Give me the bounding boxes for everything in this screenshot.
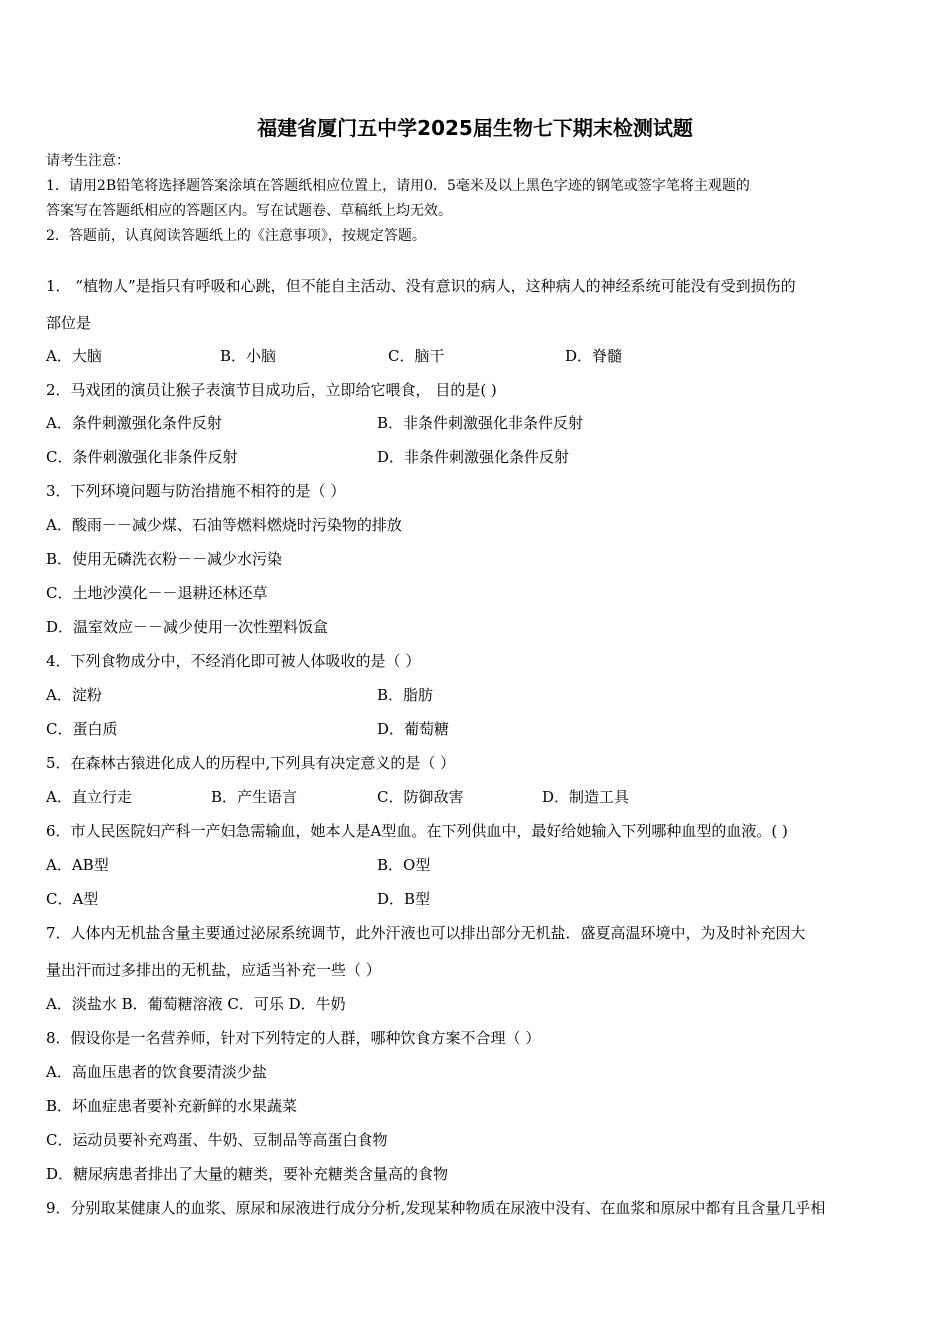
question-3-option-b: B．使用无磷洗衣粉－－减少水污染 xyxy=(46,550,283,568)
question-7-options: A．淡盐水 B．葡萄糖溶液 C．可乐 D．牛奶 xyxy=(46,995,346,1013)
question-4-stem: 4．下列食物成分中，不经消化即可被人体吸收的是（ ） xyxy=(46,652,421,670)
question-4-option-b: B．脂肪 xyxy=(377,686,434,704)
question-6-option-d: D．B型 xyxy=(377,890,431,908)
question-6-option-a: A．AB型 xyxy=(46,856,109,874)
notice-item-1-line-2: 答案写在答题纸相应的答题区内。写在试题卷、草稿纸上均无效。 xyxy=(46,203,452,219)
question-2-option-a: A．条件刺激强化条件反射 xyxy=(46,414,222,432)
question-1-option-d: D．脊髓 xyxy=(565,347,623,365)
question-7-line-2: 量出汗而过多排出的无机盐，应适当补充一些（ ） xyxy=(46,961,381,979)
question-3-stem: 3．下列环境问题与防治措施不相符的是（ ） xyxy=(46,482,346,500)
question-8-option-b: B．坏血症患者要补充新鲜的水果蔬菜 xyxy=(46,1097,298,1115)
question-5-option-c: C．防御敌害 xyxy=(377,788,464,806)
question-6-option-b: B．O型 xyxy=(377,856,431,874)
question-3-option-d: D．温室效应－－减少使用一次性塑料饭盒 xyxy=(46,618,329,636)
question-2-option-c: C．条件刺激强化非条件反射 xyxy=(46,448,238,466)
question-1-option-b: B．小脑 xyxy=(220,347,277,365)
question-9-line-1: 9．分别取某健康人的血浆、原尿和尿液进行成分分析,发现某种物质在尿液中没有、在血浆和原尿中都有且含量几乎相 xyxy=(46,1199,826,1217)
question-5-option-d: D．制造工具 xyxy=(542,788,630,806)
question-2-option-d: D．非条件刺激强化条件反射 xyxy=(377,448,570,466)
question-3-option-c: C．土地沙漠化－－退耕还林还草 xyxy=(46,584,268,602)
notice-item-2: 2．答题前，认真阅读答题纸上的《注意事项》，按规定答题。 xyxy=(46,228,426,244)
question-7-line-1: 7．人体内无机盐含量主要通过泌尿系统调节，此外汗液也可以排出部分无机盐．盛夏高温环境中，为及时补充因大 xyxy=(46,924,806,942)
question-5-stem: 5．在森林古猿进化成人的历程中,下列具有决定意义的是（ ） xyxy=(46,754,456,772)
question-4-option-d: D．葡萄糖 xyxy=(377,720,450,738)
question-4-option-a: A．淀粉 xyxy=(46,686,102,704)
question-8-option-a: A．高血压患者的饮食要清淡少盐 xyxy=(46,1063,267,1081)
page-title: 福建省厦门五中学2025届生物七下期末检测试题 xyxy=(257,116,693,140)
question-2-stem: 2．马戏团的演员让猴子表演节目成功后，立即给它喂食， 目的是( ) xyxy=(46,381,497,399)
question-1-option-a: A．大脑 xyxy=(46,347,102,365)
question-8-option-d: D．糖尿病患者排出了大量的糖类，要补充糖类含量高的食物 xyxy=(46,1165,449,1183)
question-2-option-b: B．非条件刺激强化非条件反射 xyxy=(377,414,584,432)
question-8-option-c: C．运动员要补充鸡蛋、牛奶、豆制品等高蛋白食物 xyxy=(46,1131,388,1149)
question-6-stem: 6．市人民医院妇产科一产妇急需输血，她本人是A型血。在下列供血中，最好给她输入下列哪种血型的血液。( ) xyxy=(46,822,788,840)
question-4-option-c: C．蛋白质 xyxy=(46,720,118,738)
question-5-option-b: B．产生语言 xyxy=(211,788,298,806)
notice-item-1-line-1: 1．请用2B铅笔将选择题答案涂填在答题纸相应位置上，请用0．5毫米及以上黑色字迹的钢笔或签字笔将主观题的 xyxy=(46,178,750,194)
question-3-option-a: A．酸雨－－减少煤、石油等燃料燃烧时污染物的排放 xyxy=(46,516,402,534)
question-1-line-2: 部位是 xyxy=(46,314,92,332)
question-6-option-c: C．A型 xyxy=(46,890,99,908)
question-8-stem: 8．假设你是一名营养师，针对下列特定的人群，哪种饮食方案不合理（ ） xyxy=(46,1029,541,1047)
question-1-option-c: C．脑干 xyxy=(388,347,445,365)
notice-heading: 请考生注意： xyxy=(46,153,130,169)
question-1-line-1: 1． “植物人”是指只有呼吸和心跳，但不能自主活动、没有意识的病人，这种病人的神经系统可能没有受到损伤的 xyxy=(46,277,796,295)
question-5-option-a: A．直立行走 xyxy=(46,788,132,806)
